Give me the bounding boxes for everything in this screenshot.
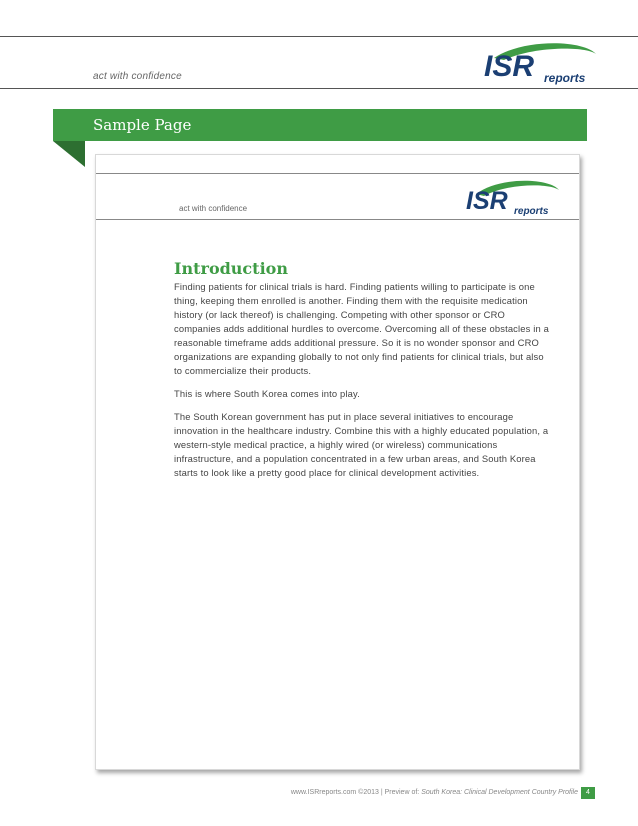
page-number-badge: 4 — [581, 787, 595, 799]
sheet-tagline: act with confidence — [179, 204, 248, 213]
sheet-logo-subtext: reports — [514, 206, 549, 217]
footer-prefix: www.ISRreports.com ©2013 | Preview of: — [290, 789, 422, 796]
logo-subtext: reports — [544, 71, 586, 85]
footer-report-title: South Korea: Clinical Development Country Profile — [421, 789, 578, 796]
introduction-heading: Introduction — [174, 259, 288, 278]
paragraph: This is where South Korea comes into play. — [174, 388, 360, 399]
sheet-top-rule — [96, 173, 579, 174]
isr-logo — [474, 40, 610, 86]
sheet-isr-logo — [460, 178, 570, 218]
sheet-content — [174, 259, 552, 489]
paragraph: Finding patients for clinical trials is hard. Finding patients willing to participate is one thing, keeping them enrolled is another. Finding them with the requisite medication history (or lack thereof) is challenging. Competing with other sponsor or CRO companies adds additional hurdles to overcome. Overcoming all of these obstacles in a reasonable timeframe adds additional pressure. So it is no wonder sponsor and CRO organizations are expanding globally to not only find patients for clinical trials, but also to commercialize their products. — [174, 281, 549, 376]
header-tagline: act with confidence — [93, 71, 182, 82]
sample-page-sheet — [95, 154, 580, 770]
sheet-logo-text: ISR — [466, 187, 508, 215]
banner-fold — [53, 141, 85, 167]
logo-text: ISR — [484, 50, 535, 83]
header-bottom-rule — [0, 88, 638, 89]
section-banner: Sample Page — [53, 109, 587, 141]
sheet-header-rule — [96, 219, 579, 220]
header-top-rule — [0, 36, 638, 37]
paragraph: The South Korean government has put in place several initiatives to encourage innovation in the healthcare industry. Combine this with a highly educated population, a western-style medical practice, a highly wired (or wireless) communications infrastructure, and a population concentrated in a few urban areas, and South Korea starts to look like a pretty good place for clinical development activities. — [174, 411, 549, 478]
footer-text — [291, 789, 578, 796]
